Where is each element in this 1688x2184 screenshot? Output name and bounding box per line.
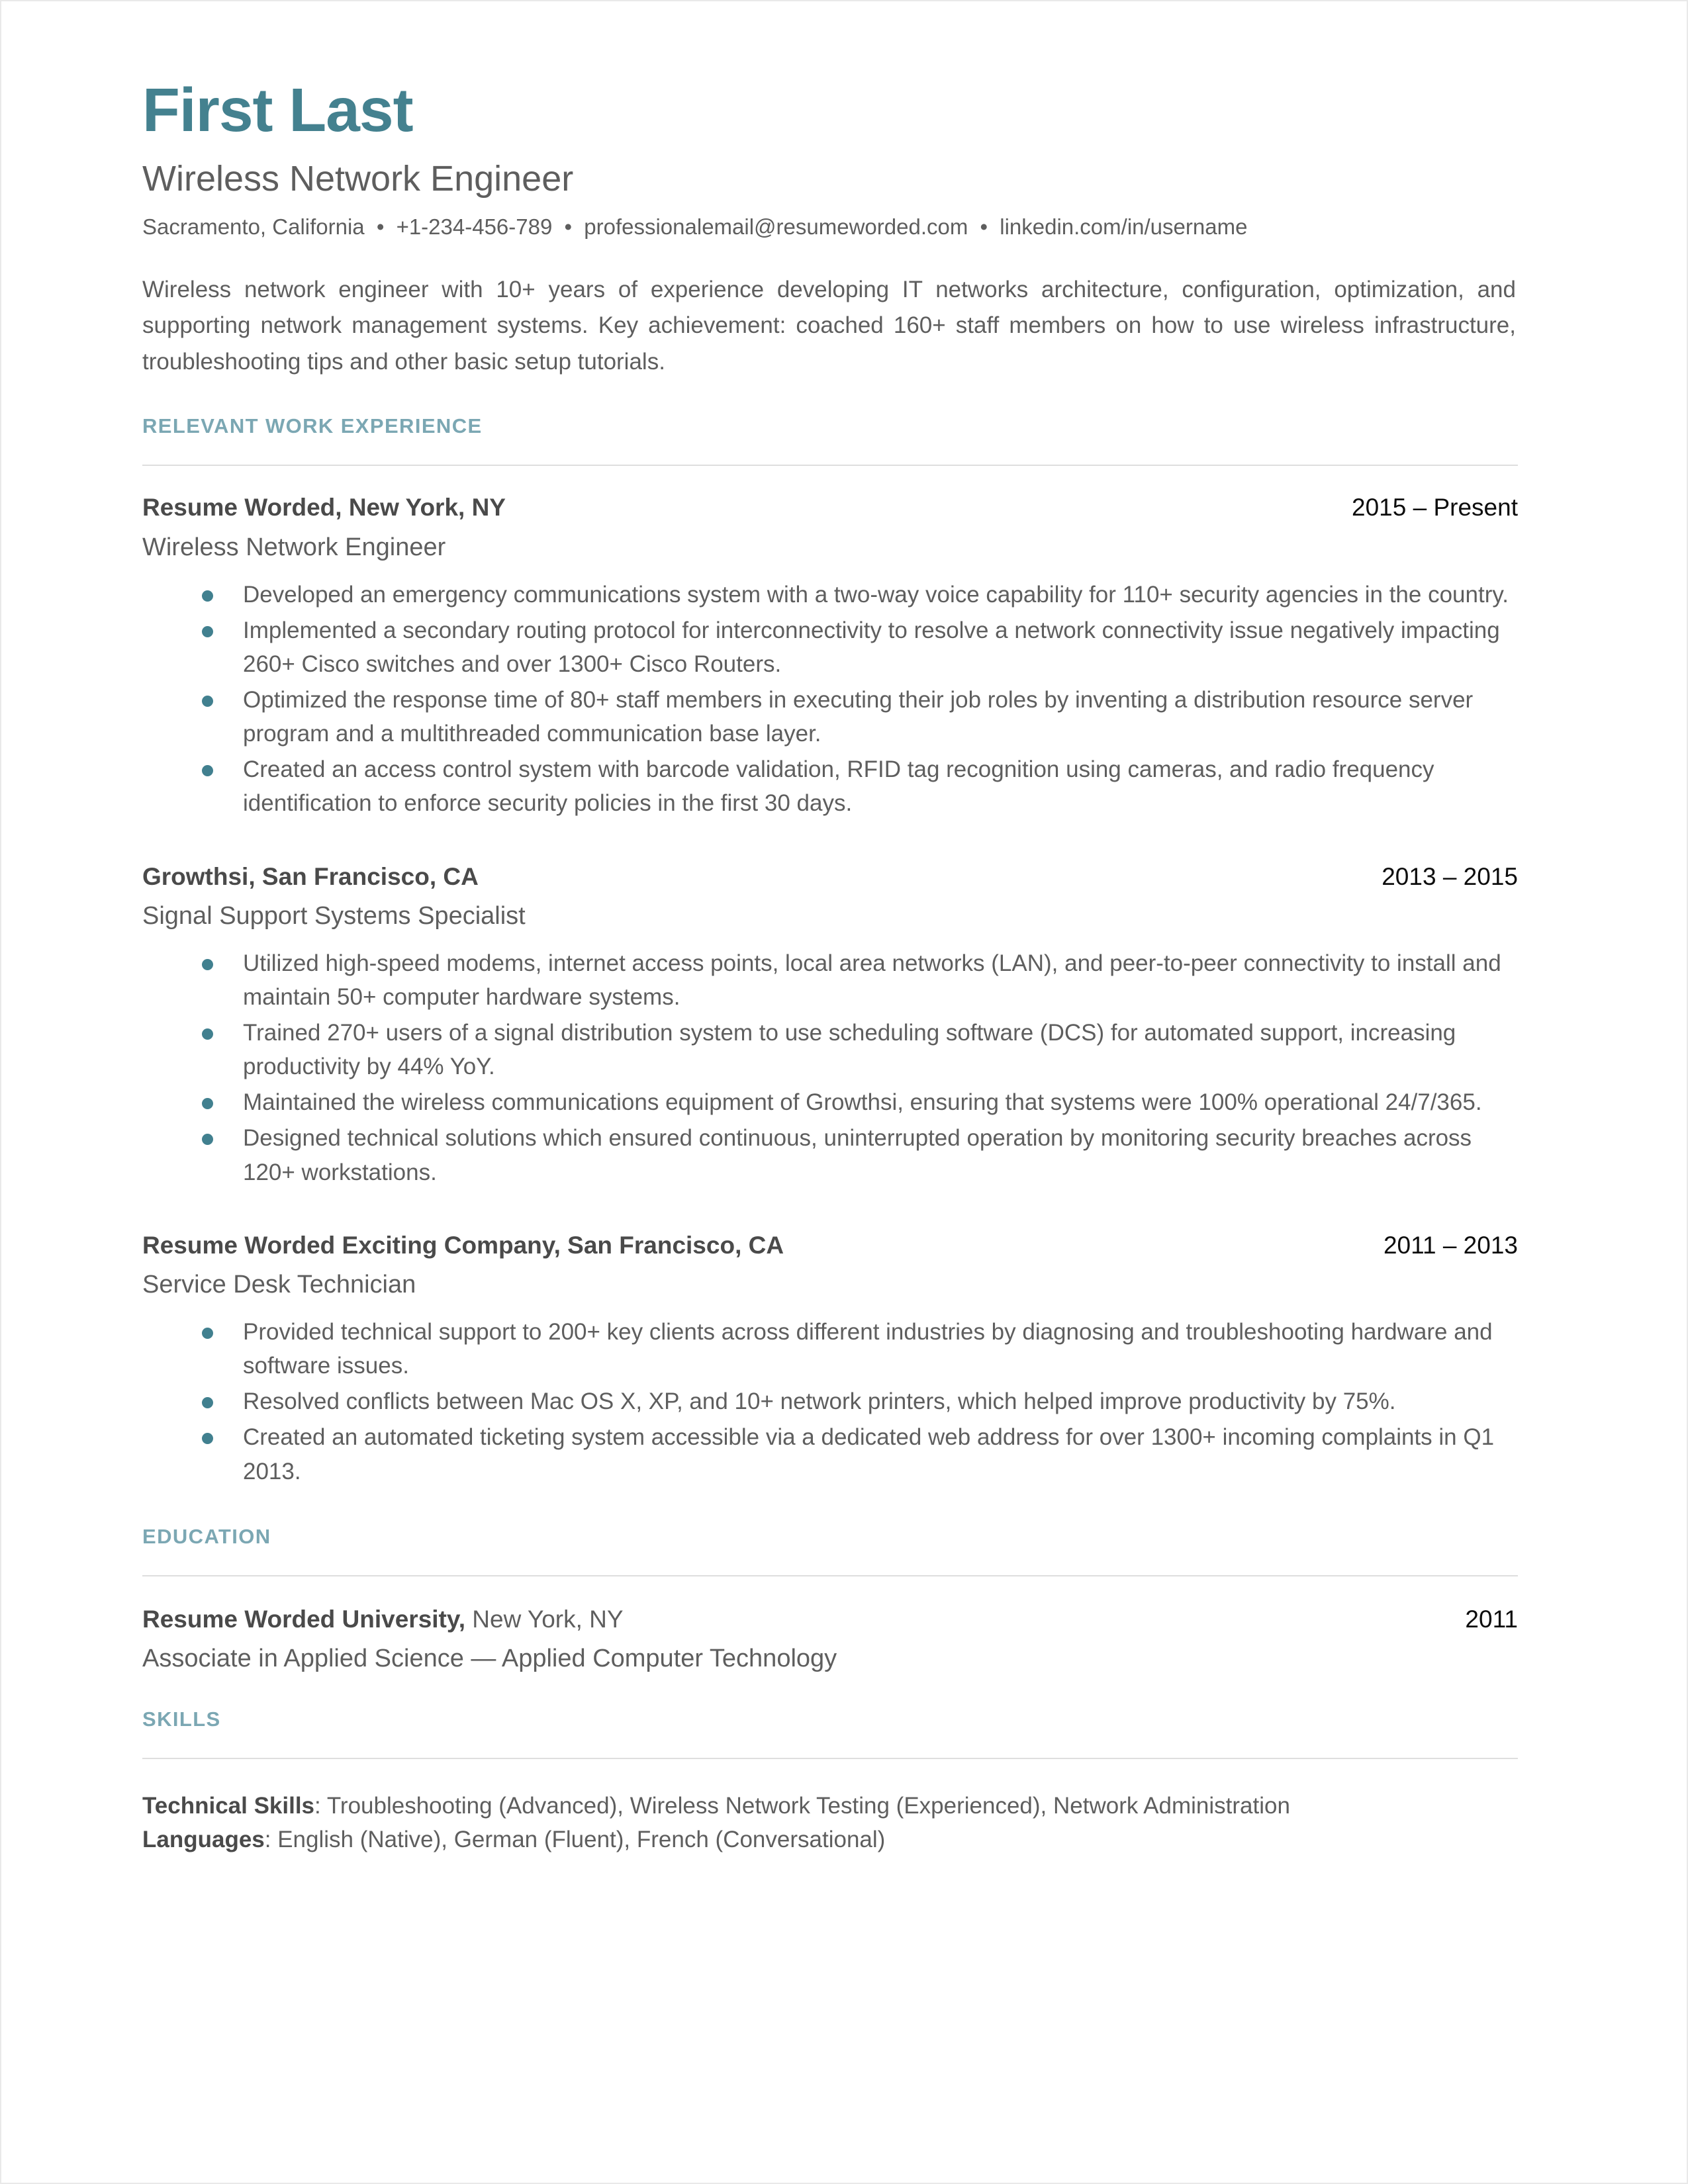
bullet-dot-icon xyxy=(202,696,213,707)
contact-email[interactable]: professionalemail@resumeworded.com xyxy=(584,214,968,239)
education-entry xyxy=(142,1576,1519,1673)
list-item xyxy=(142,946,1518,1016)
section-heading-experience: RELEVANT WORK EXPERIENCE xyxy=(142,414,483,438)
entry-organization: Resume Worded, New York, NY xyxy=(142,494,506,522)
list-item xyxy=(142,1085,1518,1121)
bullet-separator-icon: • xyxy=(980,214,988,239)
list-item xyxy=(142,578,1518,614)
skills-value: : English (Native), German (Fluent), French (Conversational) xyxy=(264,1827,886,1853)
skills-section xyxy=(142,1673,1519,1759)
header-job-title: Wireless Network Engineer xyxy=(142,159,574,199)
education-section xyxy=(142,1490,1519,1576)
bullet-text: Resolved conflicts between Mac OS X, XP, and 10+ network printers, which helped improve productivity by 75%. xyxy=(243,1388,1396,1415)
section-heading-skills: SKILLS xyxy=(142,1707,221,1731)
resume-content xyxy=(142,1,1519,1856)
entry-bullet-list xyxy=(142,931,1519,1191)
bullet-dot-icon xyxy=(202,626,213,637)
school-name: Resume Worded University, xyxy=(142,1605,465,1633)
list-item xyxy=(142,1385,1518,1420)
entry-header xyxy=(142,494,1518,522)
entry-date: 2015 – Present xyxy=(1352,494,1518,522)
entry-bullet-list xyxy=(142,562,1519,823)
skills-row-languages xyxy=(142,1823,1519,1856)
professional-summary: Wireless network engineer with 10+ years of experience developing IT networks architecture, configuration, optimization, and supporting network management systems. Key achievement: coached 160+ staff members on how to use wireless infrastructure, troubleshooting tips and other basic setup tutorials. xyxy=(142,276,1516,375)
bullet-dot-icon xyxy=(202,1134,213,1145)
page-title: First Last xyxy=(142,75,413,144)
entry-role: Service Desk Technician xyxy=(142,1271,416,1299)
bullet-dot-icon xyxy=(202,1098,213,1109)
skills-row-technical xyxy=(142,1789,1519,1823)
bullet-dot-icon xyxy=(202,1397,213,1408)
bullet-text: Trained 270+ users of a signal distribution system to use scheduling software (DCS) for automated support, increasing productivity by 44% YoY. xyxy=(243,1020,1456,1080)
bullet-text: Optimized the response time of 80+ staff members in executing their job roles by inventing a distribution resource server program and a multithreaded communication base layer. xyxy=(243,687,1474,747)
entry-date: 2011 – 2013 xyxy=(1383,1231,1518,1259)
list-item xyxy=(142,752,1518,822)
list-item xyxy=(142,1315,1518,1385)
bullet-dot-icon xyxy=(202,1028,213,1040)
entry-date: 2013 – 2015 xyxy=(1382,862,1518,890)
bullet-text: Created an access control system with barcode validation, RFID tag recognition using cameras, and radio frequency identification to enforce security policies in the first 30 days. xyxy=(243,756,1434,817)
bullet-text: Designed technical solutions which ensured continuous, uninterrupted operation by monitoring security breaches across 120+ workstations. xyxy=(243,1125,1472,1185)
entry-role: Wireless Network Engineer xyxy=(142,533,446,562)
bullet-text: Implemented a secondary routing protocol for interconnectivity to resolve a network connectivity issue negatively impacting 260+ Cisco switches and over 1300+ Cisco Routers. xyxy=(243,617,1500,678)
bullet-text: Provided technical support to 200+ key clients across different industries by diagnosing and troubleshooting hardware and software issues. xyxy=(243,1319,1493,1379)
section-heading-education: EDUCATION xyxy=(142,1524,271,1548)
bullet-dot-icon xyxy=(202,765,213,776)
education-degree: Associate in Applied Science — Applied Computer Technology xyxy=(142,1645,837,1673)
school-location: New York, NY xyxy=(465,1605,624,1633)
entry-header xyxy=(142,864,1518,891)
skills-list xyxy=(142,1759,1519,1856)
contact-location: Sacramento, California xyxy=(142,214,365,239)
entry-header xyxy=(142,1606,1518,1633)
entry-organization: Growthsi, San Francisco, CA xyxy=(142,862,479,890)
skills-label: Technical Skills xyxy=(142,1793,315,1819)
bullet-dot-icon xyxy=(202,1433,213,1444)
education-school xyxy=(142,1606,624,1633)
bullet-dot-icon xyxy=(202,1328,213,1339)
experience-section xyxy=(142,380,1519,466)
list-item xyxy=(142,683,1518,752)
education-date: 2011 xyxy=(1465,1605,1518,1633)
bullet-dot-icon xyxy=(202,959,213,970)
contact-linkedin[interactable]: linkedin.com/in/username xyxy=(1000,214,1248,239)
list-item xyxy=(142,1121,1518,1191)
bullet-text: Utilized high-speed modems, internet access points, local area networks (LAN), and peer-to-peer connectivity to install and maintain 50+ computer hardware systems. xyxy=(243,950,1501,1011)
skills-label: Languages xyxy=(142,1827,265,1853)
list-item xyxy=(142,614,1518,683)
contact-line xyxy=(142,197,1519,240)
bullet-text: Created an automated ticketing system accessible via a dedicated web address for over 1300+ incoming complaints in Q1 2013. xyxy=(243,1424,1495,1484)
bullet-dot-icon xyxy=(202,590,213,602)
bullet-text: Maintained the wireless communications equipment of Growthsi, ensuring that systems were 100% operational 24/7/365. xyxy=(243,1089,1482,1116)
experience-entry xyxy=(142,1191,1519,1490)
list-item xyxy=(142,1420,1518,1490)
entry-organization: Resume Worded Exciting Company, San Francisco, CA xyxy=(142,1231,784,1259)
contact-phone[interactable]: +1-234-456-789 xyxy=(396,214,553,239)
list-item xyxy=(142,1016,1518,1085)
bullet-separator-icon: • xyxy=(376,214,385,239)
entry-bullet-list xyxy=(142,1299,1519,1490)
bullet-separator-icon: • xyxy=(564,214,573,239)
experience-entry xyxy=(142,823,1519,1191)
entry-role: Signal Support Systems Specialist xyxy=(142,902,526,931)
entry-header xyxy=(142,1232,1518,1259)
experience-entry xyxy=(142,466,1519,822)
skills-value: : Troubleshooting (Advanced), Wireless Network Testing (Experienced), Network Administration xyxy=(314,1793,1290,1819)
bullet-text: Developed an emergency communications system with a two-way voice capability for 110+ security agencies in the country. xyxy=(243,581,1509,608)
